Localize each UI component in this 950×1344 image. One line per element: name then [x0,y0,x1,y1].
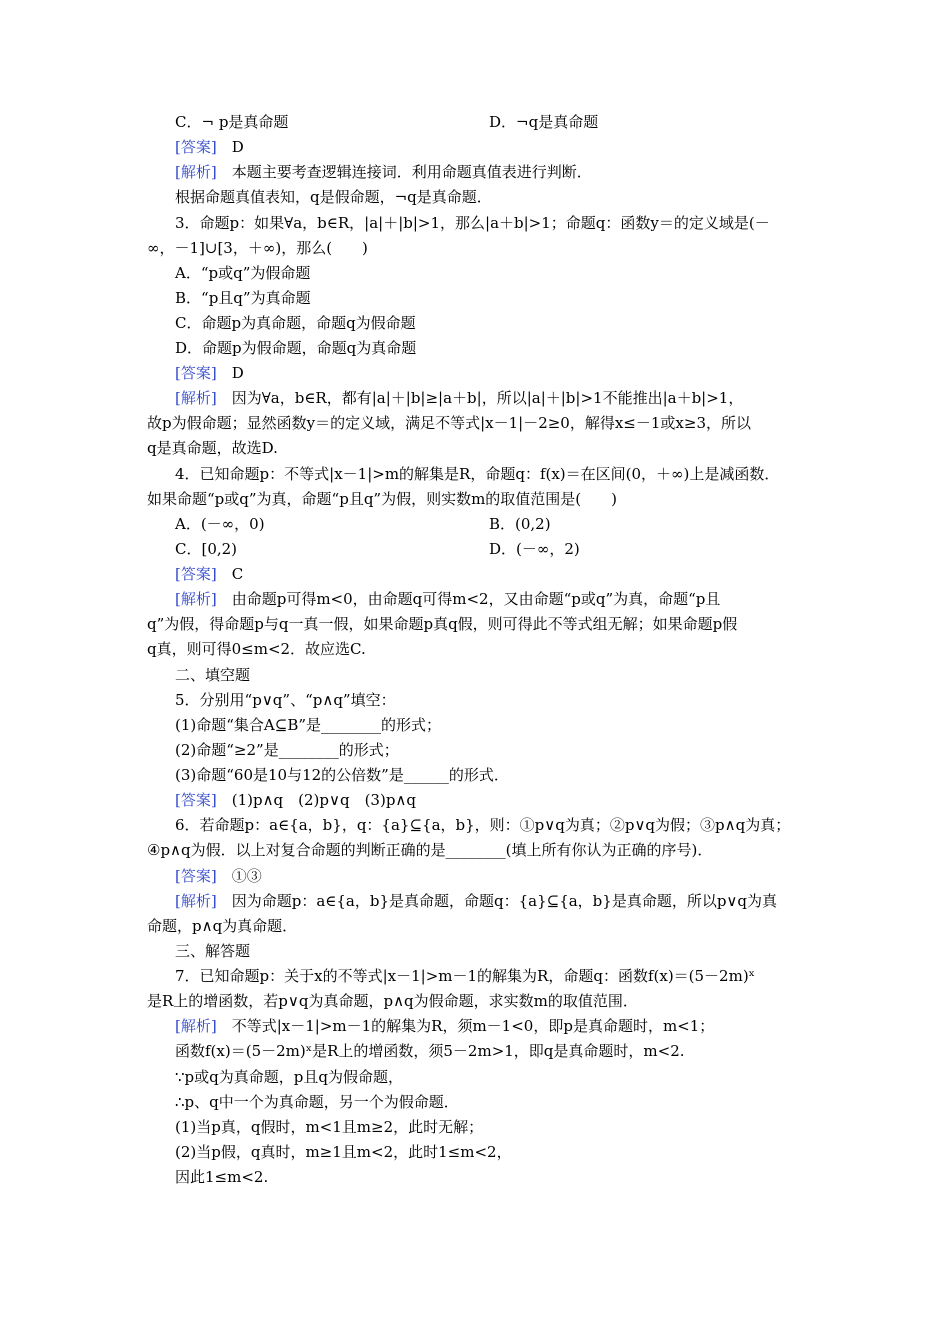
text-line-l01b [489,112,598,132]
line-text: 不等式|x－1|>m－1的解集为R，须m－1<0，即p是真命题时，m<1； [216,1017,715,1035]
text-line-l07 [175,263,310,283]
line-text: 本题主要考查逻辑连接词．利用命题真值表进行判断． [216,163,592,181]
text-line-l26 [175,740,399,760]
line-text: (2)命题“≥2”是________的形式； [175,741,399,759]
text-line-l39 [175,1067,403,1087]
line-text: D．¬q是真命题 [489,113,599,131]
text-line-l25 [175,715,441,735]
line-text: 7．已知命题p：关于x的不等式|x－1|>m－1的解集为R，命题q：函数f(x)＝(5－2m)ˣ [175,967,756,985]
text-line-l14 [147,438,278,458]
text-line-l13 [147,413,751,433]
text-line-l15 [175,464,779,484]
text-line-l43 [175,1167,268,1187]
text-line-l17 [175,514,265,534]
line-text: 命题，p∧q为真命题． [147,917,298,935]
line-text: 因为命题p：a∈{a，b}是真命题，命题q：{a}⊆{a，b}是真命题，所以p∨q为真 [216,892,778,910]
line-text: q”为假，得命题p与q一真一假，如果命题p真q假，则可得此不等式组无解；如果命题p假 [147,615,738,633]
line-text: ④p∧q为假．以上对复合命题的判断正确的是________(填上所有你认为正确的序号)． [147,841,713,859]
line-text: (1)命题“集合A⊆B”是________的形式； [175,716,442,734]
text-line-l37 [175,1016,714,1036]
text-line-l20 [175,589,720,609]
text-line-l22 [147,639,366,659]
text-line-l01 [175,112,288,132]
label-tag: [答案] [175,867,217,885]
text-line-l04 [175,187,492,207]
line-text: B．“p且q”为真命题 [175,289,311,307]
line-text: (1)p∧q (2)p∨q (3)p∧q [216,791,417,809]
text-line-l05 [175,213,770,233]
text-line-l35 [175,966,755,986]
line-text: 由命题p可得m<0，由命题q可得m<2，又由命题“p或q”为真，命题“p且 [216,590,721,608]
line-text: C [216,565,244,583]
line-text: D．(－∞，2) [489,540,580,558]
line-text: 如果命题“p或q”为真，命题“p且q”为假，则实数m的取值范围是( ) [147,490,618,508]
text-line-l29 [175,815,790,835]
line-text: 根据命题真值表知，q是假命题，¬q是真命题． [175,188,492,206]
label-tag: [解析] [175,590,217,608]
line-text: 4．已知命题p：不等式|x－1|>m的解集是R，命题q：f(x)＝在区间(0，＋∞)上是减函数． [175,465,780,483]
line-text: ∴p、q中一个为真命题，另一个为假命题． [175,1093,459,1111]
line-text: B．(0,2) [489,515,551,533]
line-text: ∵p或q为真命题，p且q为假命题， [175,1068,403,1086]
line-text: ①③ [216,867,262,885]
label-tag: [答案] [175,364,217,382]
text-line-l30 [147,840,712,860]
line-text: A．“p或q”为假命题 [175,264,311,282]
text-line-l28 [175,790,416,810]
text-line-l03 [175,162,592,182]
line-text: q真，则可得0≤m<2．故应选C. [147,640,366,658]
line-text: 三、解答题 [175,942,251,960]
text-line-l16 [147,489,617,509]
text-line-l09 [175,313,416,333]
line-text: 二、填空题 [175,666,251,684]
text-line-l27 [175,765,509,785]
text-line-l32 [175,891,777,911]
label-tag: [解析] [175,1017,217,1035]
label-tag: [解析] [175,892,217,910]
line-text: q是真命题，故选D. [147,439,278,457]
text-line-l36 [147,991,638,1011]
text-line-l40 [175,1092,459,1112]
line-text: 故p为假命题；显然函数y＝的定义域，满足不等式|x－1|－2≥0，解得x≤－1或x≥3，所以 [147,414,751,432]
line-text: 5．分别用“p∨q”、“p∧q”填空： [175,691,396,709]
line-text: D．命题p为假命题，命题q为真命题 [175,339,417,357]
line-text: C．¬ p是真命题 [175,113,289,131]
text-line-l10 [175,338,416,358]
line-text: 因此1≤m<2. [175,1168,269,1186]
line-text: D [216,364,244,382]
text-line-l21 [147,614,737,634]
line-text: 因为∀a，b∈R，都有|a|＋|b|≥|a＋b|，所以|a|＋|b|>1不能推出|a＋b|>1， [216,389,744,407]
label-tag: [答案] [175,565,217,583]
line-text: C．命题p为真命题，命题q为假命题 [175,314,416,332]
label-tag: [解析] [175,163,217,181]
line-text: C．[0,2) [175,540,238,558]
line-text: 6．若命题p：a∈{a，b}，q：{a}⊆{a，b}，则：①p∨q为真；②p∨q为假；③p∧q为真； [175,816,791,834]
text-line-l31 [175,866,262,886]
line-text: 3．命题p：如果∀a，b∈R，|a|＋|b|>1，那么|a＋b|>1；命题q：函数y＝的定义域是(－ [175,214,770,232]
text-line-l23 [175,665,250,685]
label-tag: [答案] [175,791,217,809]
text-line-l11 [175,363,244,383]
text-line-l33 [147,916,297,936]
line-text: A．(－∞，0) [175,515,265,533]
text-line-l41 [175,1117,483,1137]
line-text: D [216,138,244,156]
text-line-l19 [175,564,243,584]
text-line-l34 [175,941,250,961]
text-line-l12 [175,388,743,408]
text-line-l42 [175,1142,512,1162]
text-line-l08 [175,288,311,308]
label-tag: [答案] [175,138,217,156]
line-text: (1)当p真，q假时，m<1且m≥2，此时无解； [175,1118,484,1136]
text-line-l24 [175,690,396,710]
text-line-l38 [175,1041,685,1061]
line-text: 是R上的增函数，若p∨q为真命题，p∧q为假命题，求实数m的取值范围． [147,992,638,1010]
text-line-l18b [489,539,580,559]
line-text: 函数f(x)＝(5－2m)ˣ是R上的增函数，须5－2m>1，即q是真命题时，m<2. [175,1042,685,1060]
line-text: (3)命题“60是10与12的公倍数”是______的形式． [175,766,509,784]
text-line-l02 [175,137,244,157]
line-text: ∞，－1]∪[3，＋∞)，那么( ) [147,239,368,257]
text-line-l17b [489,514,551,534]
label-tag: [解析] [175,389,217,407]
line-text: (2)当p假，q真时，m≥1且m<2，此时1≤m<2， [175,1143,512,1161]
text-line-l18 [175,539,237,559]
text-line-l06 [147,238,368,258]
